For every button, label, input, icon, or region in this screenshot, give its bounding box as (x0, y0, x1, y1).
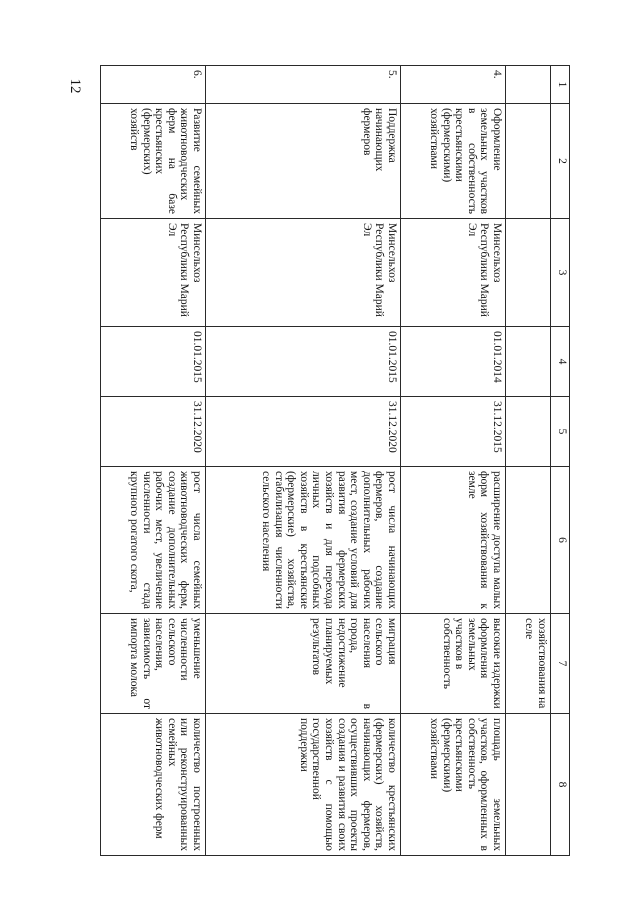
col-header-2: 2 (551, 104, 570, 219)
end-date: 31.12.2020 (101, 397, 206, 467)
start-date: 01.01.2015 (206, 327, 401, 397)
risks: высокие издержки оформления земельных участков в собственность (401, 614, 506, 714)
rotated-table-frame (90, 65, 570, 855)
table-row (401, 66, 506, 856)
expected-result: рост числа семейных животноводческих ферм, создание дополнительных рабочих мест, увеличение численности стада крупного рогатого скота, (101, 467, 206, 614)
indicator: количество крестьянских (фермерских) хозяйств, начинающих фермеров, осуществивших проекты создания и развития своих хозяйств с помощью государственной поддержки (206, 714, 401, 856)
executor: Минсельхоз Республики Марий Эл (401, 219, 506, 327)
expected-result: рост числа начинающих фермеров, создание дополнительных рабочих мест, создание условий для развития фермерских хозяйств и для перехода личных подсобных хозяйств в крестьянские (фермерские) хозяйства, стабилизация численности сельского населения (206, 467, 401, 614)
measure-name: Развитие семейных животноводческих ферм на базе крестьянских (фермерских) хозяйств (101, 104, 206, 219)
cell (506, 397, 551, 467)
cell (506, 714, 551, 856)
row-number: 4. (401, 66, 506, 104)
row-number: 5. (206, 66, 401, 104)
executor: Минсельхоз Республики Марий Эл (101, 219, 206, 327)
col-header-3: 3 (551, 219, 570, 327)
risks: миграция сельского населения в города, недостижение планируемых результатов (206, 614, 401, 714)
table-row (101, 66, 206, 856)
end-date: 31.12.2020 (206, 397, 401, 467)
start-date: 01.01.2015 (101, 327, 206, 397)
program-measures-table (100, 65, 570, 856)
col-header-1: 1 (551, 66, 570, 104)
cell (506, 104, 551, 219)
cell (506, 66, 551, 104)
cell (506, 219, 551, 327)
table-row (206, 66, 401, 856)
page-number: 12 (67, 78, 83, 94)
row-number: 6. (101, 66, 206, 104)
cell (506, 467, 551, 614)
col-header-5: 5 (551, 397, 570, 467)
measure-name: Оформление земельных участков в собственность крестьянскими (фермерскими) хозяйствами (401, 104, 506, 219)
start-date: 01.01.2014 (401, 327, 506, 397)
end-date: 31.12.2015 (401, 397, 506, 467)
col-header-4: 4 (551, 327, 570, 397)
cell (506, 327, 551, 397)
indicator: количество построенных или реконструированных семейных животноводческих ферм (101, 714, 206, 856)
executor: Минсельхоз Республики Марий Эл (206, 219, 401, 327)
measure-name: Поддержка начинающих фермеров (206, 104, 401, 219)
indicator: площадь земельных участков, оформленных в собственность крестьянскими (фермерскими) хозяйствами (401, 714, 506, 856)
column-number-row (551, 66, 570, 856)
continuation-text: хозяйствования на селе (506, 614, 551, 714)
risks: уменьшение численности сельского населения, зависимость от импорта молока (101, 614, 206, 714)
col-header-7: 7 (551, 614, 570, 714)
expected-result: расширение доступа малых форм хозяйствования к земле (401, 467, 506, 614)
col-header-6: 6 (551, 467, 570, 614)
continuation-row (506, 66, 551, 856)
col-header-8: 8 (551, 714, 570, 856)
